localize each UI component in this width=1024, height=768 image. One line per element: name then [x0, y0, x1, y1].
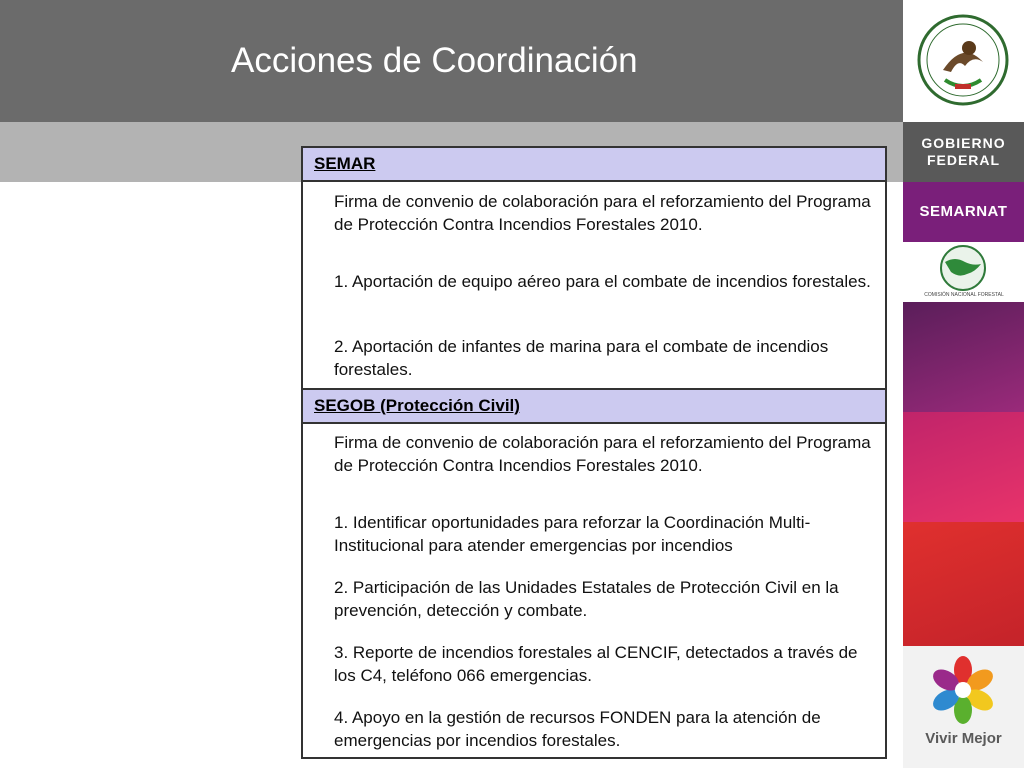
- conafor-full-name: COMISIÓN NACIONAL FORESTAL: [924, 292, 1004, 298]
- slide-title: Acciones de Coordinación: [231, 41, 638, 80]
- vivir-mejor-text: Vivir Mejor: [925, 730, 1002, 747]
- sidebar: [903, 0, 1024, 768]
- list-item: 1. Identificar oportunidades para reforzar la Coordinación Multi-Institucional para atender emergencias por incendios: [334, 513, 811, 555]
- coordination-table: [301, 146, 887, 759]
- list-item: Firma de convenio de colaboración para el reforzamiento del Programa de Protección Contra Incendios Forestales 2010.: [334, 433, 871, 475]
- list-item: 4. Apoyo en la gestión de recursos FONDEN para la atención de emergencias por incendios forestales.: [334, 708, 821, 750]
- federal-line: FEDERAL: [926, 152, 1001, 168]
- gobierno-federal-logo: [903, 122, 1024, 182]
- list-item: Firma de convenio de colaboración para el reforzamiento del Programa de Protección Contra Incendios Forestales 2010.: [334, 192, 871, 234]
- list-item: 2. Aportación de infantes de marina para el combate de incendios forestales.: [334, 337, 829, 379]
- list-item: 2. Participación de las Unidades Estatales de Protección Civil en la prevención, detección y combate.: [334, 578, 839, 620]
- conafor-logo: [903, 242, 1024, 302]
- red-band: [903, 522, 1024, 646]
- list-item: 3. Reporte de incendios forestales al CENCIF, detectados a través de los C4, teléfono 066 emergencias.: [334, 643, 858, 685]
- section-title: SEGOB (Protección Civil): [314, 396, 520, 415]
- gobierno-line: GOBIERNO: [921, 135, 1006, 151]
- purple-band: [903, 302, 1024, 412]
- eagle-seal-icon: [903, 0, 1024, 122]
- magenta-band: [903, 412, 1024, 522]
- list-item: 1. Aportación de equipo aéreo para el combate de incendios forestales.: [334, 272, 871, 291]
- vivir-mejor-logo: [903, 646, 1024, 768]
- mexico-seal: [903, 0, 1024, 122]
- section-header-segob: [303, 388, 885, 424]
- flower-icon: [903, 646, 1024, 730]
- semarnat-logo: SEMARNAT: [903, 182, 1024, 242]
- section-title: SEMAR: [314, 154, 376, 173]
- section-header-semar: [303, 148, 885, 182]
